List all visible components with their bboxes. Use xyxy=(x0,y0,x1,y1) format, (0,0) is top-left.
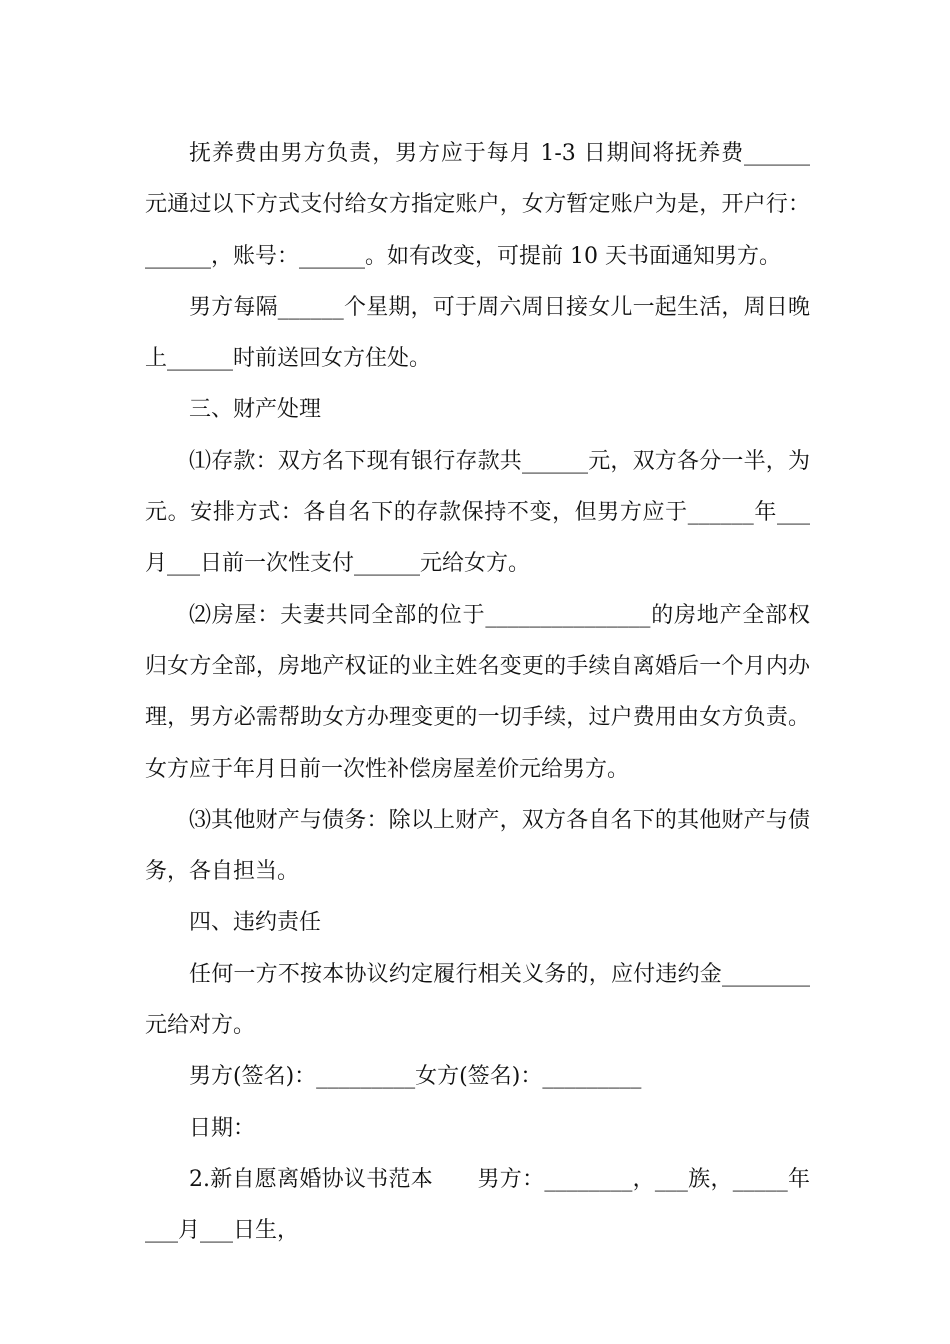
signature-line: 男方(签名)：_________女方(签名)：_________ xyxy=(189,1064,642,1090)
paragraph-other-property-debts: ⑶其他财产与债务：除以上财产，双方各自名下的其他财产与债务，各自担当。 xyxy=(145,807,810,885)
paragraph-template-2-intro: 2.新自愿离婚协议书范本 男方：________，___族，_____年___月___日生， xyxy=(145,1166,810,1244)
section-heading-property: 三、财产处理 xyxy=(189,397,322,423)
paragraph-visitation: 男方每隔______个星期，可于周六周日接女儿一起生活，周日晚上______时前送回女方住处。 xyxy=(145,294,810,372)
paragraph-housing: ⑵房屋：夫妻共同全部的位于_______________的房地产全部权归女方全部，房地产权证的业主姓名变更的手续自离婚后一个月内办理，男方必需帮助女方办理变更的一切手续，过户费用由女方负责。女方应于年月日前一次性补偿房屋差价元给男方。 xyxy=(145,602,810,782)
document-body xyxy=(145,128,810,1257)
paragraph-breach-penalty: 任何一方不按本协议约定履行相关义务的，应付违约金________元给对方。 xyxy=(145,961,810,1039)
paragraph-child-support: 抚养费由男方负责，男方应于每月 1-3 日期间将抚养费______元通过以下方式支付给女方指定账户，女方暂定账户为是，开户行：______，账号：______。如有改变，可提前 10 天书面通知男方。 xyxy=(145,141,810,269)
paragraph-deposits: ⑴存款：双方名下现有银行存款共______元，双方各分一半，为元。安排方式：各自名下的存款保持不变，但男方应于______年___月___日前一次性支付______元给女方。 xyxy=(145,448,810,577)
section-heading-breach: 四、违约责任 xyxy=(189,910,322,936)
date-line: 日期： xyxy=(189,1115,256,1141)
